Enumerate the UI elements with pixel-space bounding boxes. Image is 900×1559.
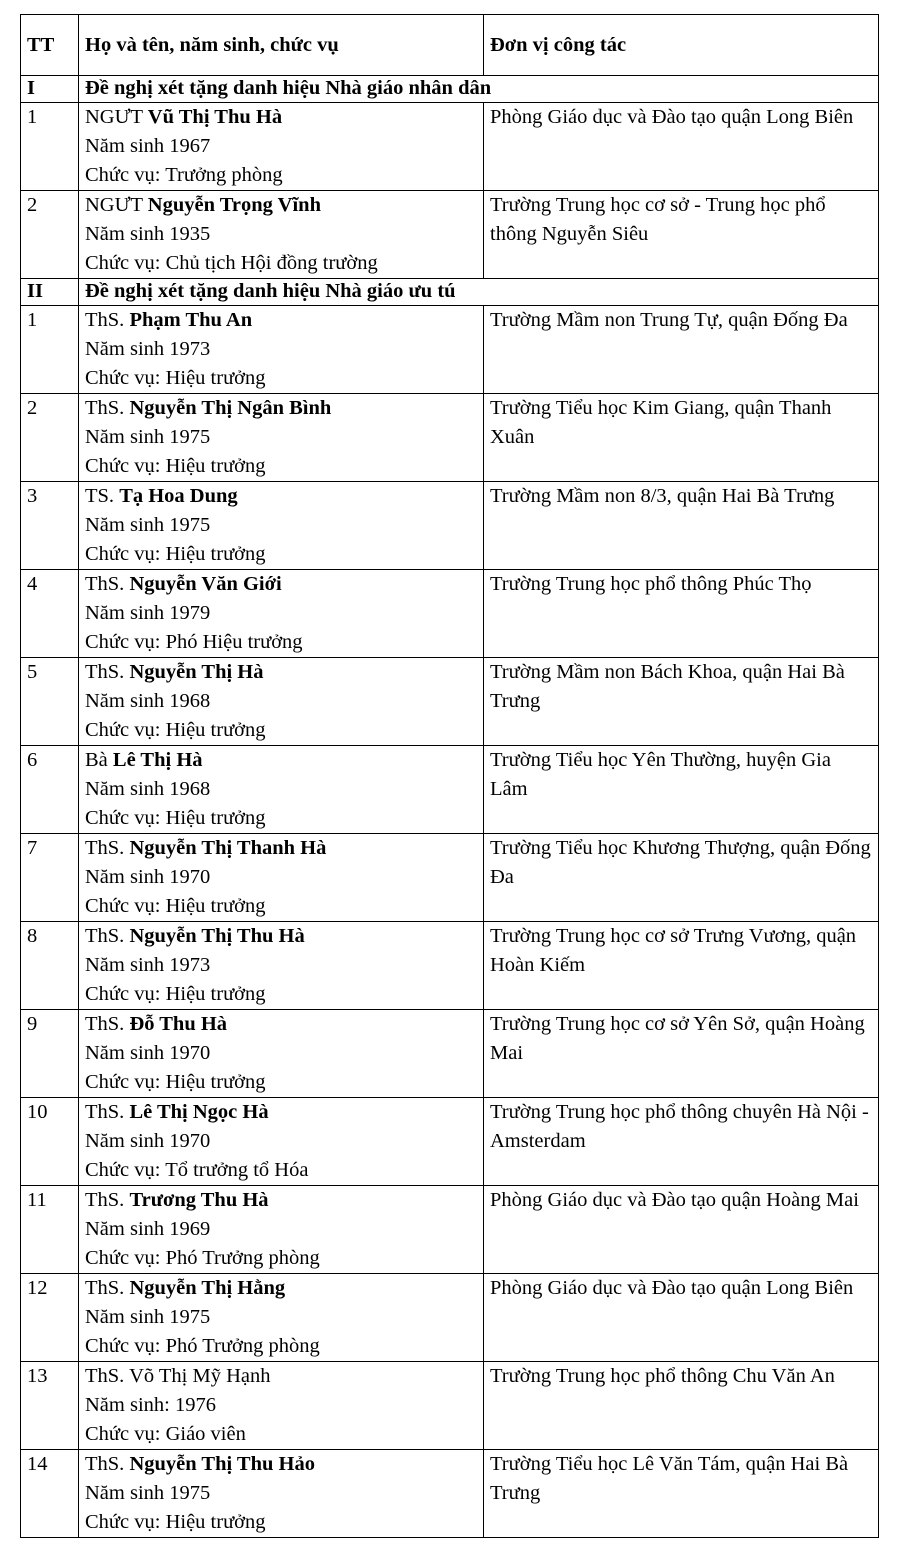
person-name-line (85, 1098, 477, 1127)
birth-year: Năm sinh 1975 (85, 426, 211, 448)
person-name-line (85, 482, 477, 511)
birth-year: Năm sinh 1935 (85, 223, 211, 245)
section-title: Đề nghị xét tặng danh hiệu Nhà giáo nhân dân (79, 76, 484, 103)
table-row (21, 1362, 879, 1450)
person-cell (79, 394, 484, 482)
section-number: II (21, 279, 79, 306)
person-name: Nguyễn Thị Thanh Hà (129, 837, 327, 859)
person-name: Lê Thị Hà (112, 749, 203, 771)
person-name-line (85, 1450, 477, 1479)
position: Chức vụ: Phó Trưởng phòng (85, 1335, 320, 1357)
person-cell (79, 103, 484, 191)
position: Chức vụ: Hiệu trưởng (85, 543, 266, 565)
birth-year: Năm sinh 1975 (85, 1306, 211, 1328)
position: Chức vụ: Hiệu trưởng (85, 1071, 266, 1093)
table-row (21, 306, 879, 394)
person-title: ThS. (85, 1013, 130, 1035)
table-row (21, 746, 879, 834)
table-row (21, 103, 879, 191)
person-cell (79, 834, 484, 922)
row-number: 8 (21, 922, 79, 1010)
person-cell (79, 1186, 484, 1274)
person-title: ThS. (85, 925, 130, 947)
work-unit: Trường Tiểu học Kim Giang, quận Thanh Xuân (484, 394, 879, 482)
row-number: 1 (21, 103, 79, 191)
work-unit: Trường Mầm non Trung Tự, quận Đống Đa (484, 306, 879, 394)
person-cell (79, 306, 484, 394)
person-name-line (85, 1362, 477, 1391)
section-blank-cell (484, 279, 879, 306)
table-row (21, 1274, 879, 1362)
person-name: Trương Thu Hà (129, 1189, 269, 1211)
section-title: Đề nghị xét tặng danh hiệu Nhà giáo ưu tú (79, 279, 484, 306)
table-row (21, 1186, 879, 1274)
person-name: Nguyễn Văn Giới (129, 573, 282, 595)
header-unit: Đơn vị công tác (484, 15, 879, 76)
position: Chức vụ: Hiệu trưởng (85, 1511, 266, 1533)
birth-year: Năm sinh 1968 (85, 778, 211, 800)
person-title: ThS. (85, 1365, 130, 1387)
table-row (21, 922, 879, 1010)
table-body (21, 76, 879, 1538)
table-row (21, 191, 879, 279)
person-name-line (85, 1186, 477, 1215)
person-cell (79, 1010, 484, 1098)
work-unit: Trường Trung học phổ thông chuyên Hà Nội - Amsterdam (484, 1098, 879, 1186)
position: Chức vụ: Hiệu trưởng (85, 983, 266, 1005)
work-unit: Phòng Giáo dục và Đào tạo quận Long Biên (484, 1274, 879, 1362)
position: Chức vụ: Phó Hiệu trưởng (85, 631, 303, 653)
position: Chức vụ: Tổ trưởng tổ Hóa (85, 1159, 309, 1181)
work-unit: Trường Tiểu học Yên Thường, huyện Gia Lâm (484, 746, 879, 834)
section-row (21, 76, 879, 103)
header-tt: TT (21, 15, 79, 76)
person-title: NGƯT (85, 194, 148, 216)
table-row (21, 1010, 879, 1098)
table-row (21, 1098, 879, 1186)
work-unit: Phòng Giáo dục và Đào tạo quận Hoàng Mai (484, 1186, 879, 1274)
table-header-row (21, 15, 879, 76)
row-number: 13 (21, 1362, 79, 1450)
row-number: 3 (21, 482, 79, 570)
work-unit: Trường Mầm non 8/3, quận Hai Bà Trưng (484, 482, 879, 570)
person-name-line (85, 1010, 477, 1039)
birth-year: Năm sinh 1975 (85, 1482, 211, 1504)
row-number: 5 (21, 658, 79, 746)
table-row (21, 570, 879, 658)
person-title: ThS. (85, 1101, 130, 1123)
person-title: ThS. (85, 837, 130, 859)
person-title: NGƯT (85, 106, 148, 128)
row-number: 7 (21, 834, 79, 922)
person-name: Nguyễn Thị Thu Hảo (129, 1453, 315, 1475)
person-cell (79, 1098, 484, 1186)
person-title: ThS. (85, 573, 130, 595)
work-unit: Trường Trung học cơ sở Trưng Vương, quận Hoàn Kiếm (484, 922, 879, 1010)
position: Chức vụ: Giáo viên (85, 1423, 246, 1445)
birth-year: Năm sinh 1973 (85, 954, 211, 976)
person-title: ThS. (85, 1277, 130, 1299)
position: Chức vụ: Chủ tịch Hội đồng trường (85, 252, 378, 274)
person-title: ThS. (85, 397, 130, 419)
person-name: Nguyễn Thị Hằng (129, 1277, 286, 1299)
person-name-line (85, 1274, 477, 1303)
row-number: 1 (21, 306, 79, 394)
position: Chức vụ: Phó Trưởng phòng (85, 1247, 320, 1269)
birth-year: Năm sinh: 1976 (85, 1394, 216, 1416)
birth-year: Năm sinh 1970 (85, 866, 211, 888)
section-number: I (21, 76, 79, 103)
table-row (21, 394, 879, 482)
person-cell (79, 922, 484, 1010)
person-cell (79, 1274, 484, 1362)
position: Chức vụ: Hiệu trưởng (85, 367, 266, 389)
work-unit: Trường Trung học phổ thông Chu Văn An (484, 1362, 879, 1450)
work-unit: Phòng Giáo dục và Đào tạo quận Long Biên (484, 103, 879, 191)
row-number: 14 (21, 1450, 79, 1538)
person-name-line (85, 191, 477, 220)
work-unit: Trường Tiểu học Lê Văn Tám, quận Hai Bà Trưng (484, 1450, 879, 1538)
header-name: Họ và tên, năm sinh, chức vụ (79, 15, 484, 76)
birth-year: Năm sinh 1969 (85, 1218, 211, 1240)
person-name-line (85, 922, 477, 951)
person-title: Bà (85, 749, 113, 771)
work-unit: Trường Trung học cơ sở Yên Sở, quận Hoàng Mai (484, 1010, 879, 1098)
person-name-line (85, 746, 477, 775)
row-number: 2 (21, 191, 79, 279)
person-name: Nguyễn Thị Thu Hà (129, 925, 305, 947)
person-name: Nguyễn Thị Ngân Bình (129, 397, 332, 419)
person-cell (79, 570, 484, 658)
person-name: Nguyễn Thị Hà (129, 661, 264, 683)
work-unit: Trường Trung học cơ sở - Trung học phổ thông Nguyễn Siêu (484, 191, 879, 279)
birth-year: Năm sinh 1967 (85, 135, 211, 157)
row-number: 6 (21, 746, 79, 834)
work-unit: Trường Mầm non Bách Khoa, quận Hai Bà Trưng (484, 658, 879, 746)
position: Chức vụ: Hiệu trưởng (85, 895, 266, 917)
person-title: ThS. (85, 661, 130, 683)
birth-year: Năm sinh 1973 (85, 338, 211, 360)
birth-year: Năm sinh 1970 (85, 1130, 211, 1152)
table-row (21, 658, 879, 746)
position: Chức vụ: Hiệu trưởng (85, 455, 266, 477)
row-number: 10 (21, 1098, 79, 1186)
section-row (21, 279, 879, 306)
person-cell (79, 658, 484, 746)
person-title: ThS. (85, 309, 130, 331)
birth-year: Năm sinh 1979 (85, 602, 211, 624)
table-row (21, 482, 879, 570)
row-number: 11 (21, 1186, 79, 1274)
person-name: Đỗ Thu Hà (129, 1013, 228, 1035)
nominee-table (20, 14, 879, 1538)
person-name-line (85, 570, 477, 599)
position: Chức vụ: Hiệu trưởng (85, 807, 266, 829)
person-name: Võ Thị Mỹ Hạnh (129, 1365, 271, 1387)
person-cell (79, 191, 484, 279)
person-cell (79, 746, 484, 834)
person-name-line (85, 834, 477, 863)
person-cell (79, 1362, 484, 1450)
person-name: Lê Thị Ngọc Hà (129, 1101, 269, 1123)
work-unit: Trường Trung học phổ thông Phúc Thọ (484, 570, 879, 658)
position: Chức vụ: Trưởng phòng (85, 164, 283, 186)
person-name-line (85, 306, 477, 335)
table-row (21, 1450, 879, 1538)
birth-year: Năm sinh 1970 (85, 1042, 211, 1064)
position: Chức vụ: Hiệu trưởng (85, 719, 266, 741)
person-title: ThS. (85, 1453, 130, 1475)
person-title: TS. (85, 485, 120, 507)
person-name-line (85, 658, 477, 687)
person-cell (79, 1450, 484, 1538)
person-name-line (85, 394, 477, 423)
row-number: 4 (21, 570, 79, 658)
birth-year: Năm sinh 1968 (85, 690, 211, 712)
person-name: Tạ Hoa Dung (119, 485, 238, 507)
table-row (21, 834, 879, 922)
birth-year: Năm sinh 1975 (85, 514, 211, 536)
section-blank-cell (484, 76, 879, 103)
person-name: Vũ Thị Thu Hà (147, 106, 283, 128)
work-unit: Trường Tiểu học Khương Thượng, quận Đống Đa (484, 834, 879, 922)
person-name-line (85, 103, 477, 132)
person-title: ThS. (85, 1189, 130, 1211)
row-number: 9 (21, 1010, 79, 1098)
person-name: Phạm Thu An (129, 309, 253, 331)
row-number: 2 (21, 394, 79, 482)
person-cell (79, 482, 484, 570)
person-name: Nguyễn Trọng Vĩnh (147, 194, 321, 216)
row-number: 12 (21, 1274, 79, 1362)
